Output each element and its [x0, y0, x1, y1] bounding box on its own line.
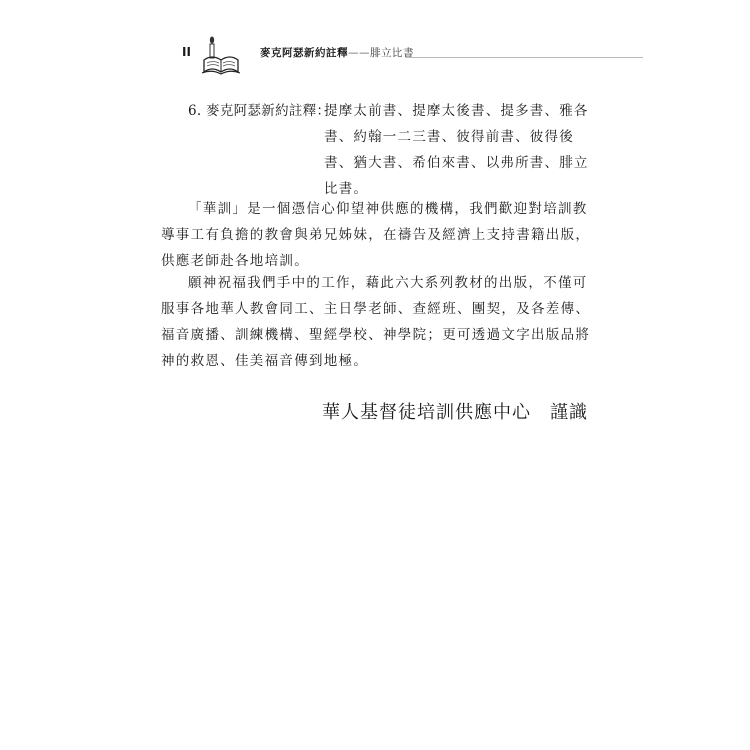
body-paragraph-2: 願神祝福我們手中的工作，藉此六大系列教材的出版，不僅可服事各地華人教會同工、主日學老師、查經班、團契，及各差傳、福音廣播、訓練機構、聖經學校、神學院；更可透過文字出版品將神的救恩、佳美福音傳到地極。 [161, 275, 591, 369]
page-number: II [182, 45, 191, 59]
book-subtitle: 腓立比書 [370, 47, 414, 59]
body-paragraph-1: 「華訓」是一個憑信心仰望神供應的機構，我們歡迎對培訓教導事工有負擔的教會與弟兄姊妹，在禱告及經濟上支持書籍出版，供應老師赴各地培訓。 [161, 201, 591, 269]
header-rule [406, 57, 643, 58]
signature: 華人基督徒培訓供應中心 謹識 [322, 402, 588, 423]
header-separator: —— [348, 47, 370, 59]
series-item-text: 提摩太前書、提摩太後書、提多書、雅各書、約翰一二三書、彼得前書、彼得後書、猶大書、希伯來書、以弗所書、腓立比書。 [324, 103, 589, 197]
page-header [178, 36, 643, 76]
running-header-title [260, 45, 414, 60]
book-title: 麥克阿瑟新約註釋 [260, 47, 348, 59]
open-book-candle-icon [200, 36, 242, 76]
series-item-label: 6. 麥克阿瑟新約註釋： [188, 103, 331, 119]
